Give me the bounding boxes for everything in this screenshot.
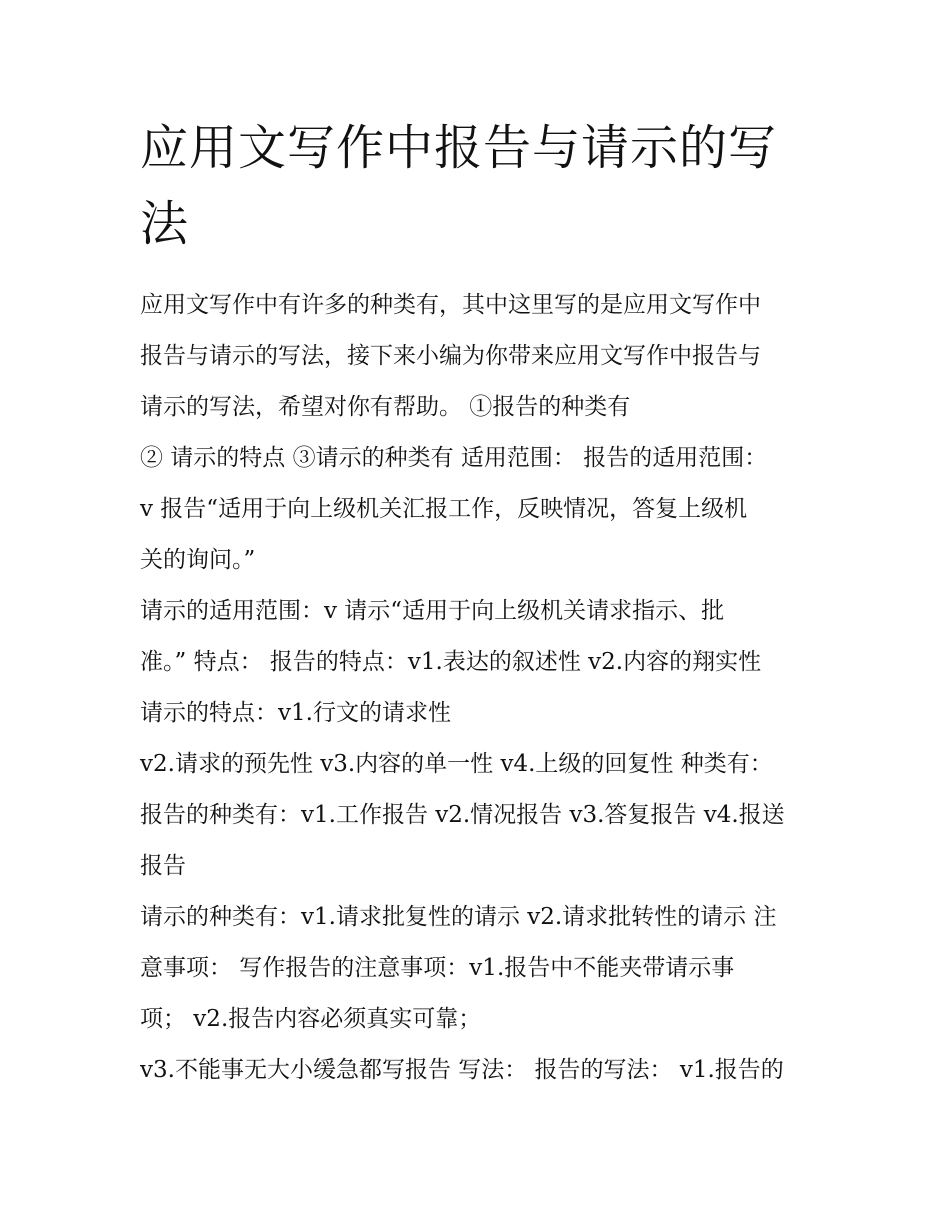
body-line: v2.请求的预先性 v3.内容的单一性 v4.上级的回复性 种类有： (140, 751, 773, 777)
body-line: v 报告“适用于向上级机关汇报工作，反映情况，答复上级机 (140, 496, 748, 522)
body-line: 项； v2.报告内容必须真实可靠； (140, 1006, 482, 1032)
title-line: 应用文写作中报告与请示的写 (140, 120, 778, 176)
body-line: 请示的适用范围：v 请示“适用于向上级机关请求指示、批 (140, 598, 725, 624)
body-line: 请示的种类有：v1.请求批复性的请示 v2.请求批转性的请示 注 (140, 904, 777, 930)
document-body (140, 280, 830, 1096)
body-line: 报告的种类有：v1.工作报告 v2.情况报告 v3.答复报告 v4.报送 (140, 802, 785, 828)
body-line: 报告 (140, 853, 186, 879)
body-line: v3.不能事无大小缓急都写报告 写法： 报告的写法： v1.报告的 (140, 1057, 784, 1083)
body-line: 准。” 特点： 报告的特点：v1.表达的叙述性 v2.内容的翔实性 (140, 649, 762, 675)
body-line: 报告与请示的写法，接下来小编为你带来应用文写作中报告与 (140, 343, 761, 369)
body-line: 关的询问。” (140, 547, 256, 573)
body-line: 应用文写作中有许多的种类有，其中这里写的是应用文写作中 (140, 292, 761, 318)
document-title (140, 110, 820, 262)
body-line: 意事项： 写作报告的注意事项：v1.报告中不能夹带请示事 (140, 955, 735, 981)
body-line: 请示的特点：v1.行文的请求性 (140, 700, 451, 726)
title-line: 法 (140, 196, 190, 252)
body-line: 请示的写法，希望对你有帮助。 ①报告的种类有 (140, 394, 631, 420)
body-line: ② 请示的特点 ③请示的种类有 适用范围： 报告的适用范围： (140, 445, 768, 471)
